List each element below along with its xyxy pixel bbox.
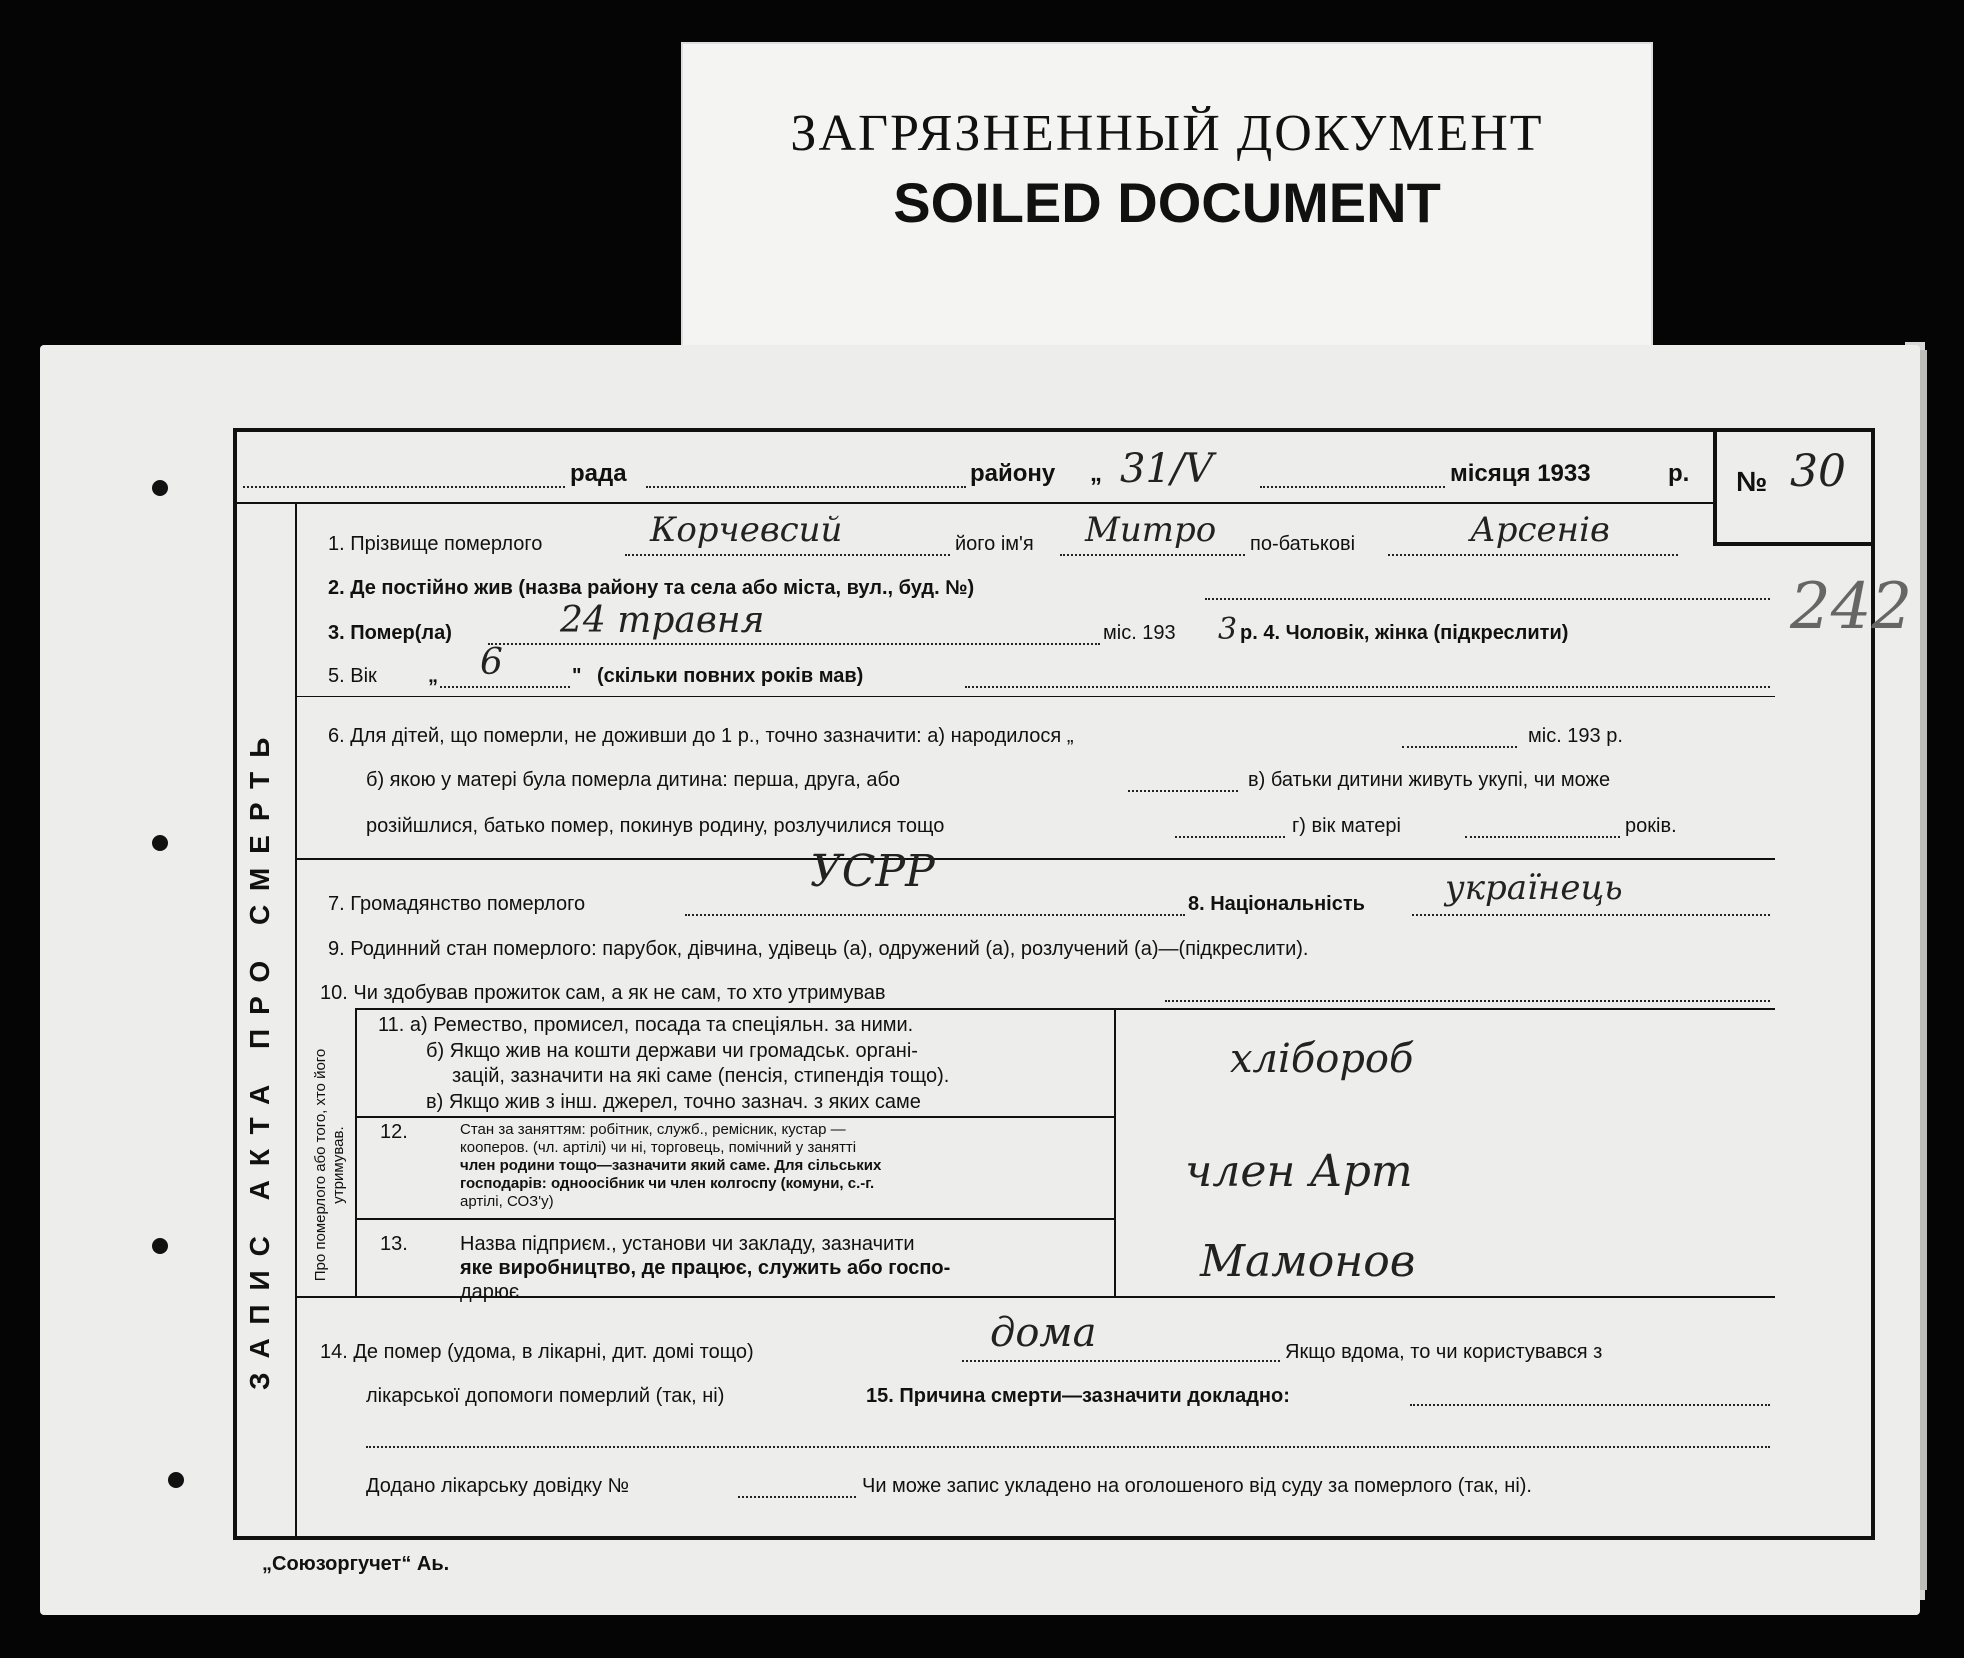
- quote-open: „: [428, 665, 438, 687]
- vertical-form-title: ЗАПИС АКТА ПРО СМЕРТЬ: [244, 723, 275, 1390]
- row-divider: [355, 1218, 1115, 1220]
- death-place-field: [962, 1360, 1280, 1362]
- row14-line1b: Якщо вдома, то чи користувався з: [1285, 1341, 1603, 1363]
- row15-label: 15. Причина смерти—зазначити докладно:: [866, 1385, 1290, 1407]
- row6-line2b: в) батьки дитини живуть укупі, чи може: [1248, 769, 1611, 791]
- parents-field: [1175, 836, 1285, 838]
- row9-label: 9. Родинний стан померлого: парубок, дівчина, удівець (а), одружений (а), розлучений (а)—(підкреслити).: [328, 938, 1309, 960]
- surname-handwritten: Корчевсий: [650, 510, 843, 550]
- row6-line1-end: міс. 193 р.: [1528, 725, 1623, 747]
- name-field: [1060, 554, 1245, 556]
- row14-line2a: лікарської допомоги померлий (так, ні): [366, 1385, 725, 1407]
- side-note-divider: [355, 1008, 357, 1296]
- row11-a: 11. а) Ремество, промисел, посада та спеціяльн. за ними.: [378, 1014, 914, 1036]
- section-divider: [355, 1008, 1775, 1010]
- status-handwritten: член Арт: [1185, 1146, 1413, 1197]
- row6-line3a: розійшлися, батько помер, покинув родину, розлучилися тощо: [366, 815, 945, 837]
- row12-line3: член родини тощо—зазначити який саме. Для сільських: [460, 1157, 882, 1174]
- name-label: його ім'я: [955, 533, 1034, 555]
- support-field: [1165, 1000, 1770, 1002]
- punch-hole-icon: [152, 1238, 168, 1254]
- soiled-label-en: SOILED DOCUMENT: [893, 171, 1441, 234]
- name-handwritten: Митро: [1085, 510, 1217, 550]
- footer-b: Чи може запис укладено на оголошеного від суду за померлого (так, ні).: [862, 1475, 1532, 1497]
- row13-line2: яке виробництво, де працює, служить або госпо-: [460, 1257, 951, 1279]
- certificate-number-field: [738, 1496, 856, 1498]
- row11-b2: зацій, зазначити на які саме (пенсія, стипендія тощо).: [452, 1065, 950, 1087]
- row2-label: 2. Де постійно жив (назва району та села або міста, вул., буд. №): [328, 577, 975, 599]
- row3-gender-label: р. 4. Чоловік, жінка (підкреслити): [1240, 622, 1569, 644]
- nationality-handwritten: українець: [1445, 868, 1623, 908]
- soiled-label-ru: ЗАГРЯЗНЕННЫЙ ДОКУМЕНТ: [790, 105, 1544, 162]
- workplace-handwritten: Мамонов: [1200, 1236, 1416, 1287]
- row11-b: б) Якщо жив на кошти держави чи громадськ. органі-: [426, 1040, 918, 1062]
- punch-hole-icon: [168, 1472, 184, 1488]
- occupation-handwritten: хлібороб: [1230, 1036, 1414, 1082]
- residence-field: [1205, 598, 1770, 600]
- death-date-field: [488, 643, 1100, 645]
- row12-line4: господарів: одноосібник чи член колгоспу (комуни, с.-г.: [460, 1175, 875, 1192]
- date-field: [1260, 486, 1445, 488]
- rada-field: [243, 486, 565, 488]
- side-note: Про померлого або того, хто його утримував.: [312, 1048, 347, 1282]
- row3-label: 3. Помер(ла): [328, 622, 452, 644]
- soiled-document-label: [681, 42, 1653, 352]
- row11-c: в) Якщо жив з інш. джерел, точно зазнач. з яких саме: [426, 1091, 921, 1113]
- quote-close: ": [572, 665, 582, 687]
- punch-hole-icon: [152, 835, 168, 851]
- row13-num: 13.: [380, 1233, 408, 1255]
- punch-hole-icon: [152, 480, 168, 496]
- row10-label: 10. Чи здобував прожиток сам, а як не сам, то хто утримував: [320, 982, 886, 1004]
- printer-imprint: „Союзоргучет“ Аь.: [262, 1553, 450, 1575]
- row-divider: [355, 1116, 1115, 1118]
- row7-label: 7. Громадянство померлого: [328, 893, 586, 915]
- cause-field-2: [366, 1446, 1770, 1448]
- stamp-number: 242: [1790, 570, 1913, 644]
- answer-column-divider: [1114, 1008, 1116, 1296]
- age-note: (скільки повних років мав): [597, 665, 864, 687]
- nationality-label: 8. Національність: [1188, 893, 1365, 915]
- footer-a: Додано лікарську довідку №: [366, 1475, 629, 1497]
- row6-line1: 6. Для дітей, що померли, не доживши до 1 р., точно зазначити: а) народилося „: [328, 725, 1074, 747]
- patronymic-label: по-батькові: [1250, 533, 1356, 555]
- row6-line3b: г) вік матері: [1292, 815, 1401, 837]
- citizenship-handwritten: УСРР: [810, 846, 935, 897]
- raion-label: району: [970, 460, 1056, 487]
- row14-line1a: 14. Де помер (удома, в лікарні, дит. домі тощо): [320, 1341, 754, 1363]
- row5-label: 5. Вік: [328, 665, 377, 687]
- row6-line2a: б) якою у матері була померла дитина: перша, друга, або: [366, 769, 901, 791]
- number-handwritten: 30: [1790, 446, 1846, 497]
- death-date-handwritten: 24 травня: [560, 600, 765, 641]
- row6-line3c: років.: [1625, 815, 1677, 837]
- death-year-handwritten: 3: [1218, 612, 1238, 647]
- header-divider: [233, 502, 1715, 504]
- vertical-title-divider: [295, 502, 297, 1540]
- surname-field: [625, 554, 950, 556]
- mother-age-field: [1465, 836, 1620, 838]
- rada-label: рада: [570, 460, 627, 487]
- age-note-field: [965, 686, 1770, 688]
- row13-line1: Назва підприєм., установи чи закладу, зазначити: [460, 1233, 915, 1255]
- number-label: №: [1736, 466, 1768, 497]
- row12-line2: кооперов. (чл. артілі) чи ні, торговець, помічний у занятті: [460, 1139, 857, 1156]
- row12-line5: артілі, СОЗ'у): [460, 1193, 554, 1210]
- patronymic-field: [1388, 554, 1678, 556]
- month-label: міс. 193: [1103, 622, 1176, 644]
- row-divider: [295, 696, 1775, 697]
- quote-mark: „: [1090, 460, 1102, 487]
- child-order-field: [1128, 790, 1238, 792]
- cause-field: [1410, 1404, 1770, 1406]
- month-year-label: місяця 1933: [1450, 460, 1591, 487]
- citizenship-field: [685, 914, 1185, 916]
- raion-field: [646, 486, 966, 488]
- row13-line3: дарює: [460, 1281, 520, 1303]
- death-place-handwritten: дома: [990, 1310, 1097, 1356]
- year-suffix: р.: [1668, 460, 1690, 487]
- patronymic-handwritten: Арсенів: [1470, 510, 1610, 550]
- age-handwritten: 6: [480, 642, 503, 683]
- date-handwritten: 31/V: [1120, 446, 1214, 492]
- birth-date-field: [1402, 746, 1517, 748]
- row12-line1: Стан за заняттям: робітник, служб., ремісник, кустар —: [460, 1121, 846, 1138]
- age-field: [440, 686, 570, 688]
- section-divider: [295, 858, 1775, 860]
- row1-label: 1. Прізвище померлого: [328, 533, 543, 555]
- paper-stack-edge-shadow: [1919, 350, 1927, 1590]
- row12-num: 12.: [380, 1121, 408, 1143]
- nationality-field: [1412, 914, 1770, 916]
